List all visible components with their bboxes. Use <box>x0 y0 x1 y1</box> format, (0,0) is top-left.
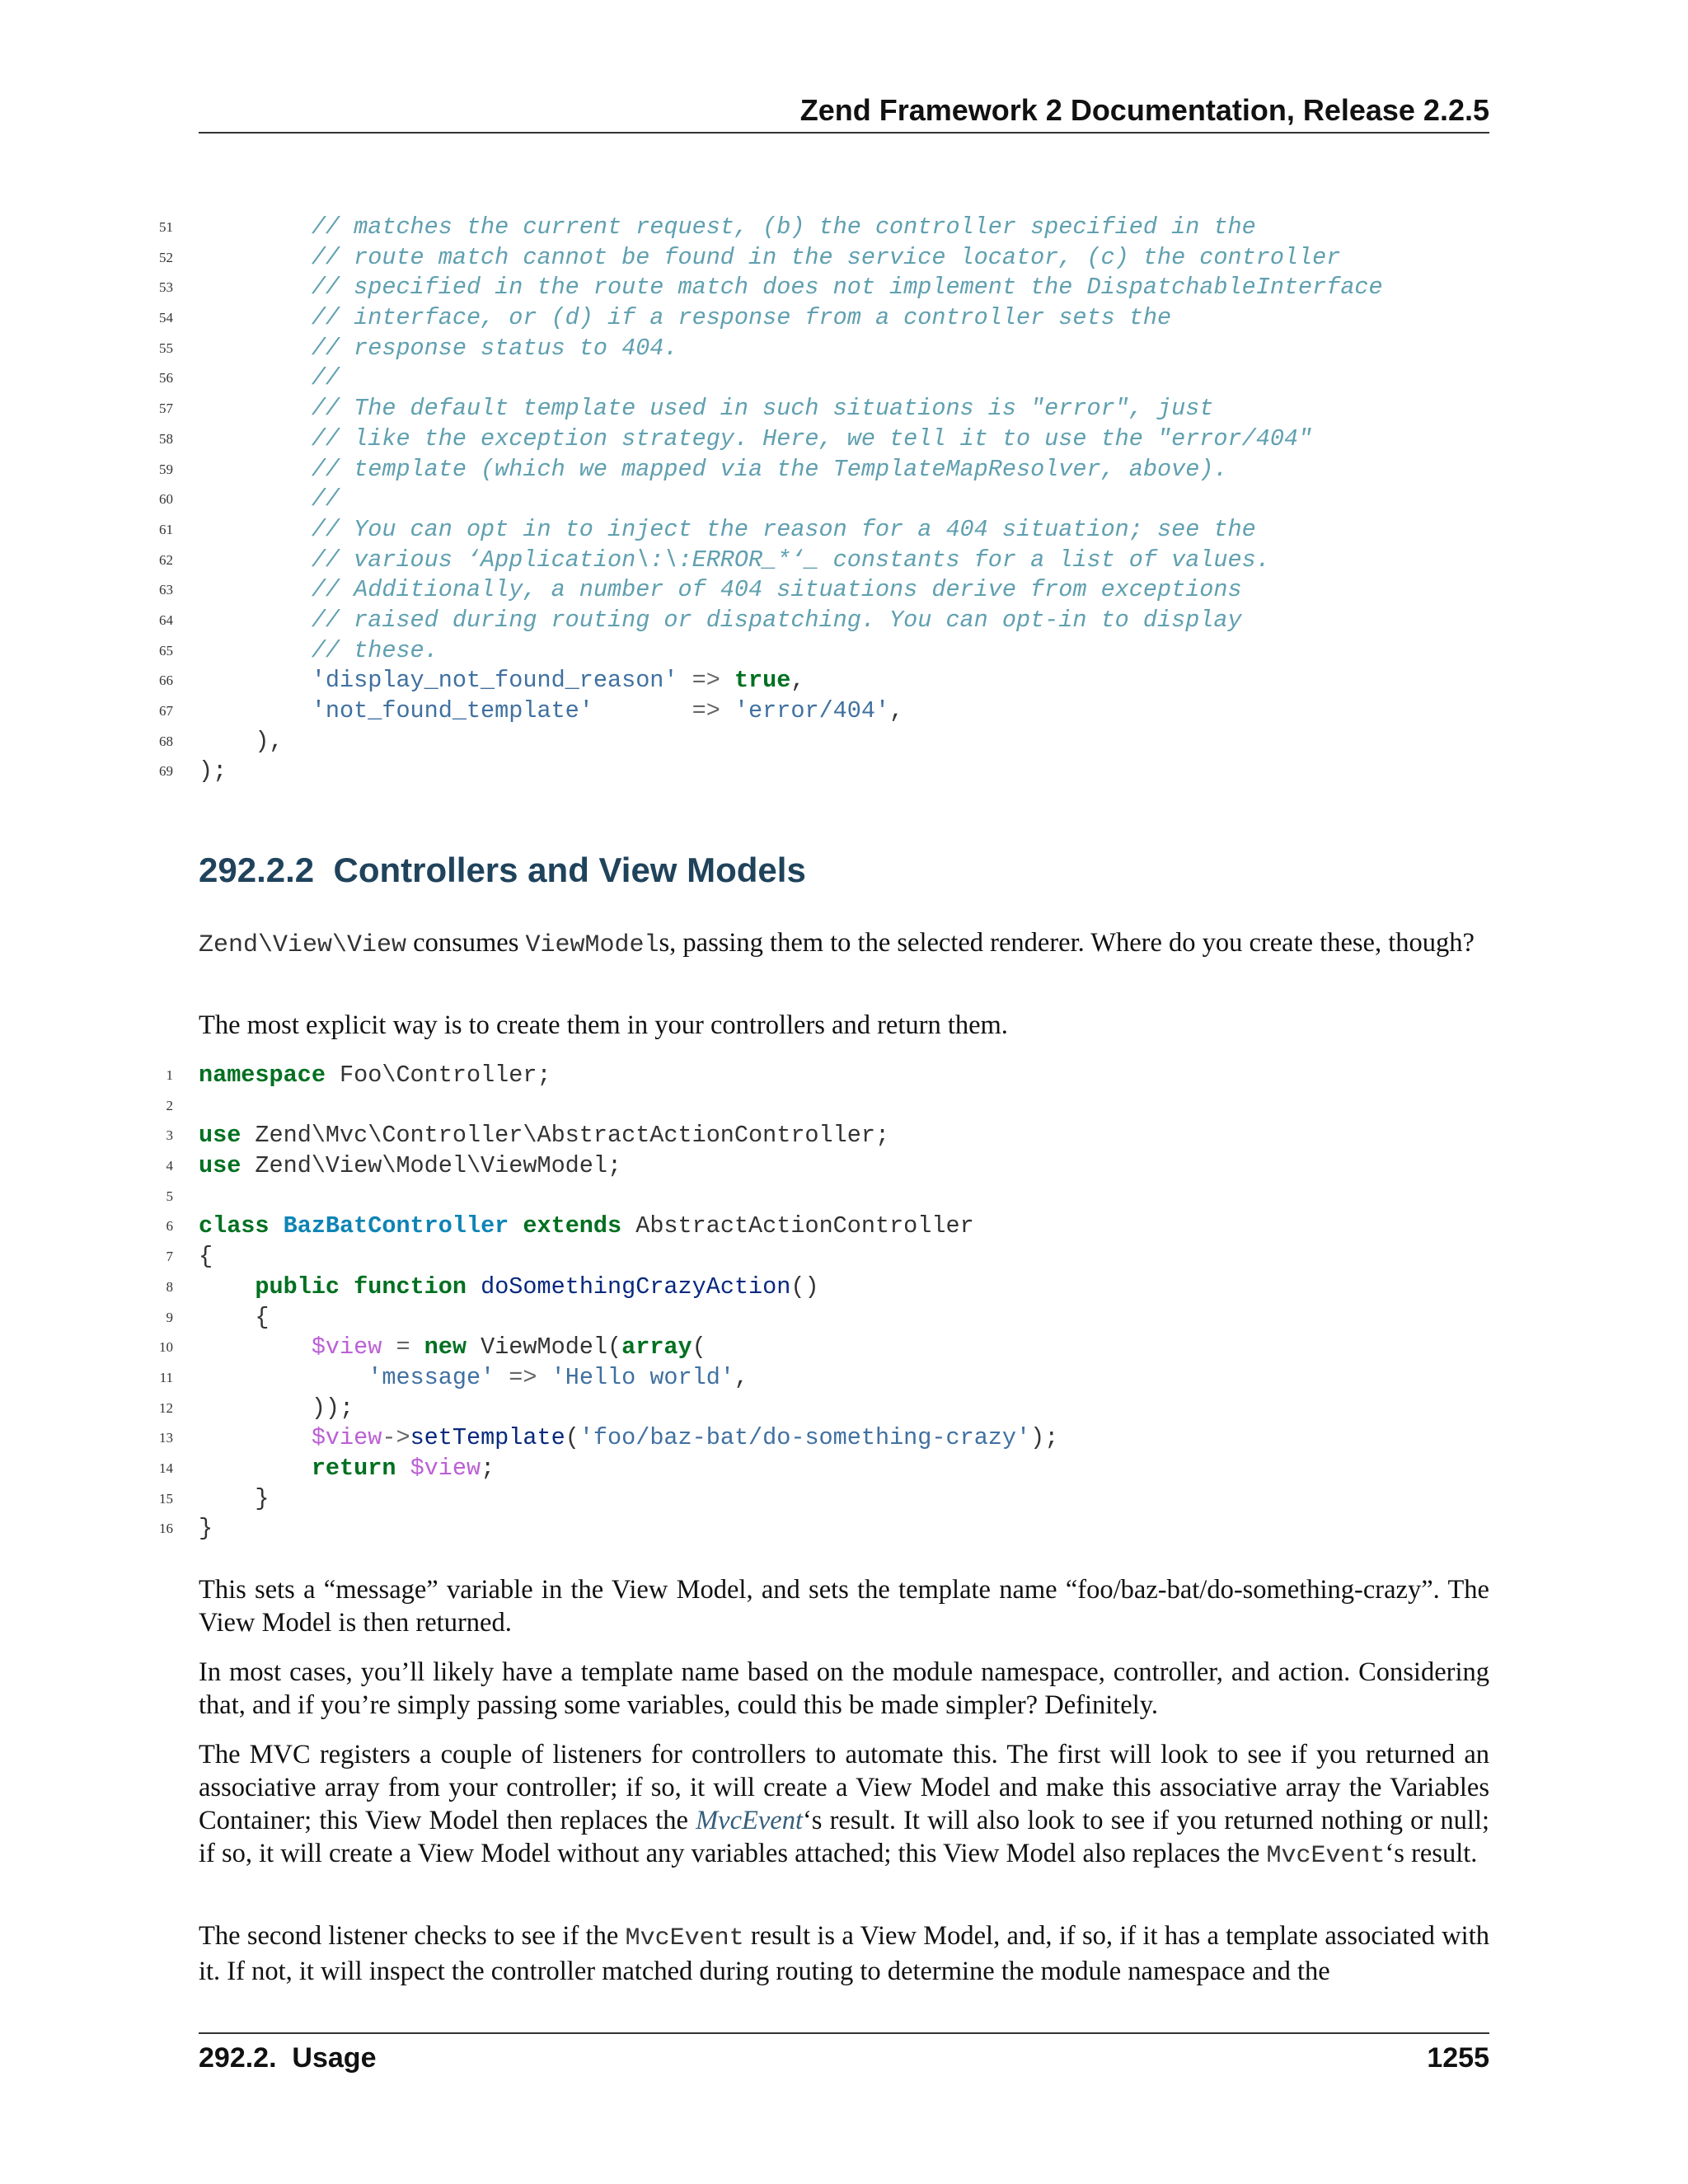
section-title: Controllers and View Models <box>333 851 806 889</box>
text-run: s, passing them to the selected renderer. Where do you create these, though? <box>659 928 1475 958</box>
line-number: 54 <box>159 310 173 326</box>
line-number: 5 <box>166 1188 173 1204</box>
code-text: // <box>311 485 340 513</box>
line-number: 10 <box>159 1339 173 1356</box>
line-number: 4 <box>166 1158 173 1174</box>
code-text: // matches the current request, (b) the controller specified in the <box>311 213 1256 241</box>
line-number: 65 <box>159 642 173 658</box>
code-text: // like the exception strategy. Here, we tell it to use the "error/404" <box>311 424 1313 452</box>
section-number: 292.2.2 <box>199 851 315 889</box>
line-number: 53 <box>159 279 173 296</box>
code-text: // The default template used in such situations is "error", just <box>311 395 1214 423</box>
code-text: ); <box>199 757 227 785</box>
code-text: // raised during routing or dispatching. You can opt-in to display <box>311 606 1242 634</box>
text-run: consumes <box>406 928 526 958</box>
mvcevent-link[interactable]: MvcEvent <box>696 1806 803 1835</box>
intro-paragraph <box>199 926 1489 962</box>
code-text: 'not_found_template' => 'error/404', <box>311 697 904 724</box>
line-number: 59 <box>159 461 173 477</box>
code-text: $view = new ViewModel(array( <box>311 1333 706 1361</box>
code-text: ), <box>199 727 284 755</box>
line-number: 52 <box>159 249 173 265</box>
explicit-way-paragraph: The most explicit way is to create them in your controllers and return them. <box>199 1010 1008 1040</box>
code-text: // specified in the route match does not implement the DispatchableInterface <box>311 274 1383 302</box>
code-text: )); <box>199 1394 354 1422</box>
code-text: $view->setTemplate('foo/baz-bat/do-something-crazy'); <box>311 1424 1059 1452</box>
line-number: 64 <box>159 612 173 628</box>
line-number: 56 <box>159 370 173 387</box>
text-run: ‘s result. <box>1385 1839 1478 1868</box>
listeners-paragraph <box>199 1738 1489 1872</box>
code-text: } <box>199 1484 270 1512</box>
inline-code-view: Zend\View\View <box>199 931 407 959</box>
code-text: namespace Foo\Controller; <box>199 1062 551 1089</box>
code-text: { <box>199 1243 213 1271</box>
code-text: // <box>311 364 340 392</box>
line-number: 2 <box>166 1097 173 1113</box>
text-run: The MVC registers a couple of listeners for controllers to automate this. The first will look to see if you returned an associative array from your controller; if so, it will create a View Model and make this associative array the Variables Container; this View Model then replaces the <box>199 1740 1489 1835</box>
line-number: 67 <box>159 703 173 719</box>
message-variable-paragraph: This sets a “message” variable in the View Model, and sets the template name “foo/baz-bat/do-something-crazy”. The View Model is then returned. <box>199 1575 1489 1638</box>
text-run: The second listener checks to see if the <box>199 1921 626 1951</box>
template-name-paragraph: In most cases, you’ll likely have a template name based on the module namespace, controller, and action. Considering that, and if you’re simply passing some variables, could this be made simpler? Definitely. <box>199 1657 1489 1720</box>
line-number: 63 <box>159 582 173 598</box>
line-number: 51 <box>159 219 173 235</box>
line-number: 66 <box>159 673 173 689</box>
page-footer <box>199 2032 1489 2074</box>
line-number: 62 <box>159 551 173 568</box>
code-text: 'display_not_found_reason' => true, <box>311 667 805 695</box>
code-text: // route match cannot be found in the service locator, (c) the controller <box>311 243 1341 271</box>
code-text: return $view; <box>311 1454 495 1482</box>
code-text: // response status to 404. <box>311 334 678 362</box>
inline-code-mvcevent: MvcEvent <box>1266 1842 1386 1870</box>
code-text: // various ‘Application\:\:ERROR_*‘_ constants for a list of values. <box>311 546 1270 574</box>
line-number: 55 <box>159 340 173 356</box>
code-text: // Additionally, a number of 404 situations derive from exceptions <box>311 576 1242 604</box>
code-text: use Zend\View\Model\ViewModel; <box>199 1152 622 1180</box>
code-text: public function doSomethingCrazyAction() <box>255 1272 819 1301</box>
line-number: 8 <box>166 1278 173 1295</box>
line-number: 69 <box>159 763 173 780</box>
line-number: 16 <box>159 1521 173 1537</box>
second-listener-paragraph <box>199 1919 1489 1988</box>
section-heading <box>199 851 806 890</box>
page-header <box>199 89 1489 134</box>
line-number: 60 <box>159 491 173 508</box>
code-text: use Zend\Mvc\Controller\AbstractActionController; <box>199 1122 890 1150</box>
footer-section: 292.2. Usage <box>199 2042 377 2074</box>
inline-code-viewmodel: ViewModel <box>525 931 659 959</box>
line-number: 58 <box>159 430 173 447</box>
code-text: class BazBatController extends AbstractActionController <box>199 1212 974 1240</box>
line-number: 13 <box>159 1430 173 1446</box>
line-number: 7 <box>166 1249 173 1265</box>
line-number: 11 <box>159 1369 173 1385</box>
code-text: { <box>199 1303 270 1331</box>
code-text: // interface, or (d) if a response from a controller sets the <box>311 304 1172 332</box>
line-number: 15 <box>159 1490 173 1507</box>
code-text: // You can opt in to inject the reason for a 404 situation; see the <box>311 515 1256 543</box>
line-number: 9 <box>166 1309 173 1325</box>
document-title: Zend Framework 2 Documentation, Release 2.2.5 <box>799 93 1489 127</box>
line-number: 12 <box>159 1399 173 1416</box>
code-text: } <box>199 1515 213 1543</box>
line-number: 14 <box>159 1460 173 1476</box>
line-number: 68 <box>159 733 173 749</box>
text-run: result is a View Model, and, if so, if it has a template associated with it. If not, it will inspect the controller matched during routing to determine the module namespace and the <box>199 1921 1489 1986</box>
code-text: // template (which we mapped via the TemplateMapResolver, above). <box>311 455 1228 483</box>
text-run: ‘s result. It will also look to see if you returned nothing or null; if so, it will create a View Model without any variables attached; this View Model also replaces the <box>199 1806 1490 1868</box>
inline-code-mvcevent: MvcEvent <box>625 1924 744 1952</box>
line-number: 6 <box>166 1218 173 1235</box>
line-number: 1 <box>166 1067 173 1083</box>
line-number: 61 <box>159 521 173 537</box>
code-text: 'message' => 'Hello world', <box>368 1363 749 1391</box>
line-number: 57 <box>159 401 173 417</box>
page-number: 1255 <box>1427 2042 1489 2074</box>
code-text: // these. <box>311 636 438 664</box>
line-number: 3 <box>166 1127 173 1144</box>
